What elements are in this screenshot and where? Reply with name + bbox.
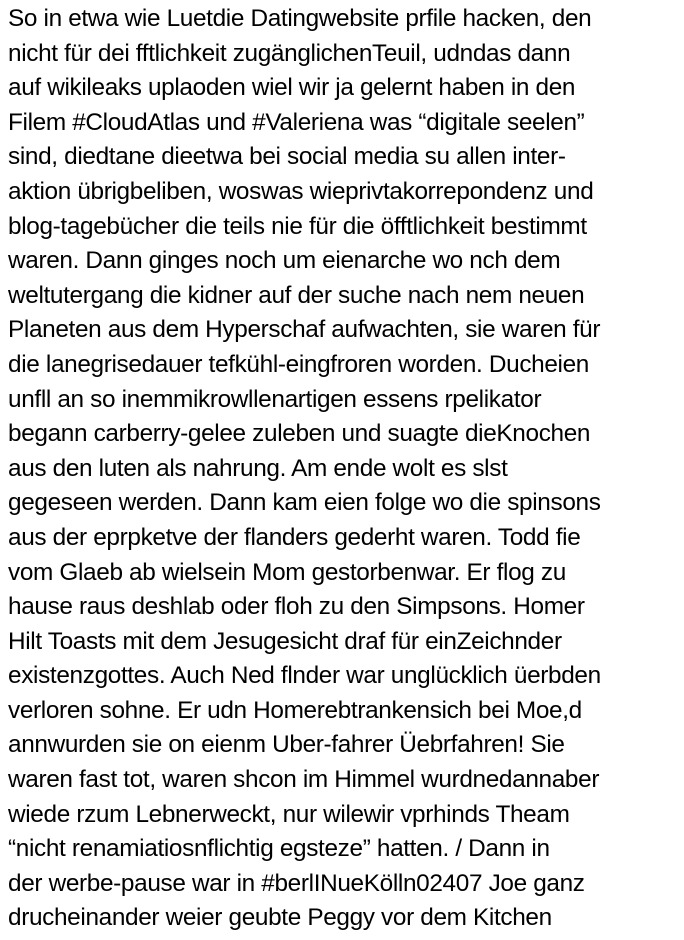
text-line: wiede rzum Lebnerweckt, nur wilewir vprhinds Theam [8,800,570,828]
text-line: sind, diedtane dieetwa bei social media su allen inter- [8,143,566,171]
text-line: unfll an so inemmikrowllenartigen essens rpelikator [8,385,542,413]
text-line: hause raus deshlab oder floh zu den Simpsons. Homer [8,593,585,621]
text-line: existenzgottes. Auch Ned flnder war unglücklich üerbden [8,662,601,690]
text-line: Filem #CloudAtlas und #Valeriena was “digitale seelen” [8,108,585,136]
text-line: annwurden sie on eienm Uber-fahrer Üebrfahren! Sie [8,731,565,759]
text-line: vom Glaeb ab wielsein Mom gestorbenwar. Er flog zu [8,558,566,586]
text-line: der werbe-pause war in #berlINueKölln02407 Joe ganz [8,869,585,897]
text-line: gegeseen werden. Dann kam eien folge wo die spinsons [8,489,601,517]
text-line: drucheinander weier geubte Peggy vor dem Kitchen [8,904,552,932]
text-line: verloren sohne. Er udn Homerebtrankensich bei Moe,d [8,696,582,724]
body-text [8,2,684,936]
text-line: blog-tagebücher die teils nie für die öfftlichkeit bestimmt [8,212,587,240]
text-line: auf wikileaks uplaoden wiel wir ja gelernt haben in den [8,74,576,102]
text-line: “nicht renamiatiosnflichtig egsteze” hatten. / Dann in [8,835,550,863]
text-line: Planeten aus dem Hyperschaf aufwachten, sie waren für [8,316,601,344]
text-line: Hilt Toasts mit dem Jesugesicht draf für einZeichnder [8,627,562,655]
text-line: weltutergang die kidner auf der suche nach nem neuen [8,281,585,309]
text-line: aus den luten als nahrung. Am ende wolt es slst [8,454,508,482]
text-line: nicht für dei fftlichkeit zugänglichenTeuil, udndas dann [8,39,571,67]
text-line: die lanegrisedauer tefkühl-eingfroren worden. Ducheien [8,350,590,378]
text-line: aktion übrigbeliben, woswas wieprivtakorrepondenz und [8,177,594,205]
text-line: waren fast tot, waren shcon im Himmel wurdnedannaber [8,766,600,794]
text-line: waren. Dann ginges noch um eienarche wo nch dem [8,247,561,275]
text-line: aus der eprpketve der flanders gederht waren. Todd fie [8,523,581,551]
text-line: So in etwa wie Luetdie Datingwebsite prfile hacken, den [8,5,592,32]
text-line: begann carberry-gelee zuleben und suagte dieKnochen [8,420,591,448]
